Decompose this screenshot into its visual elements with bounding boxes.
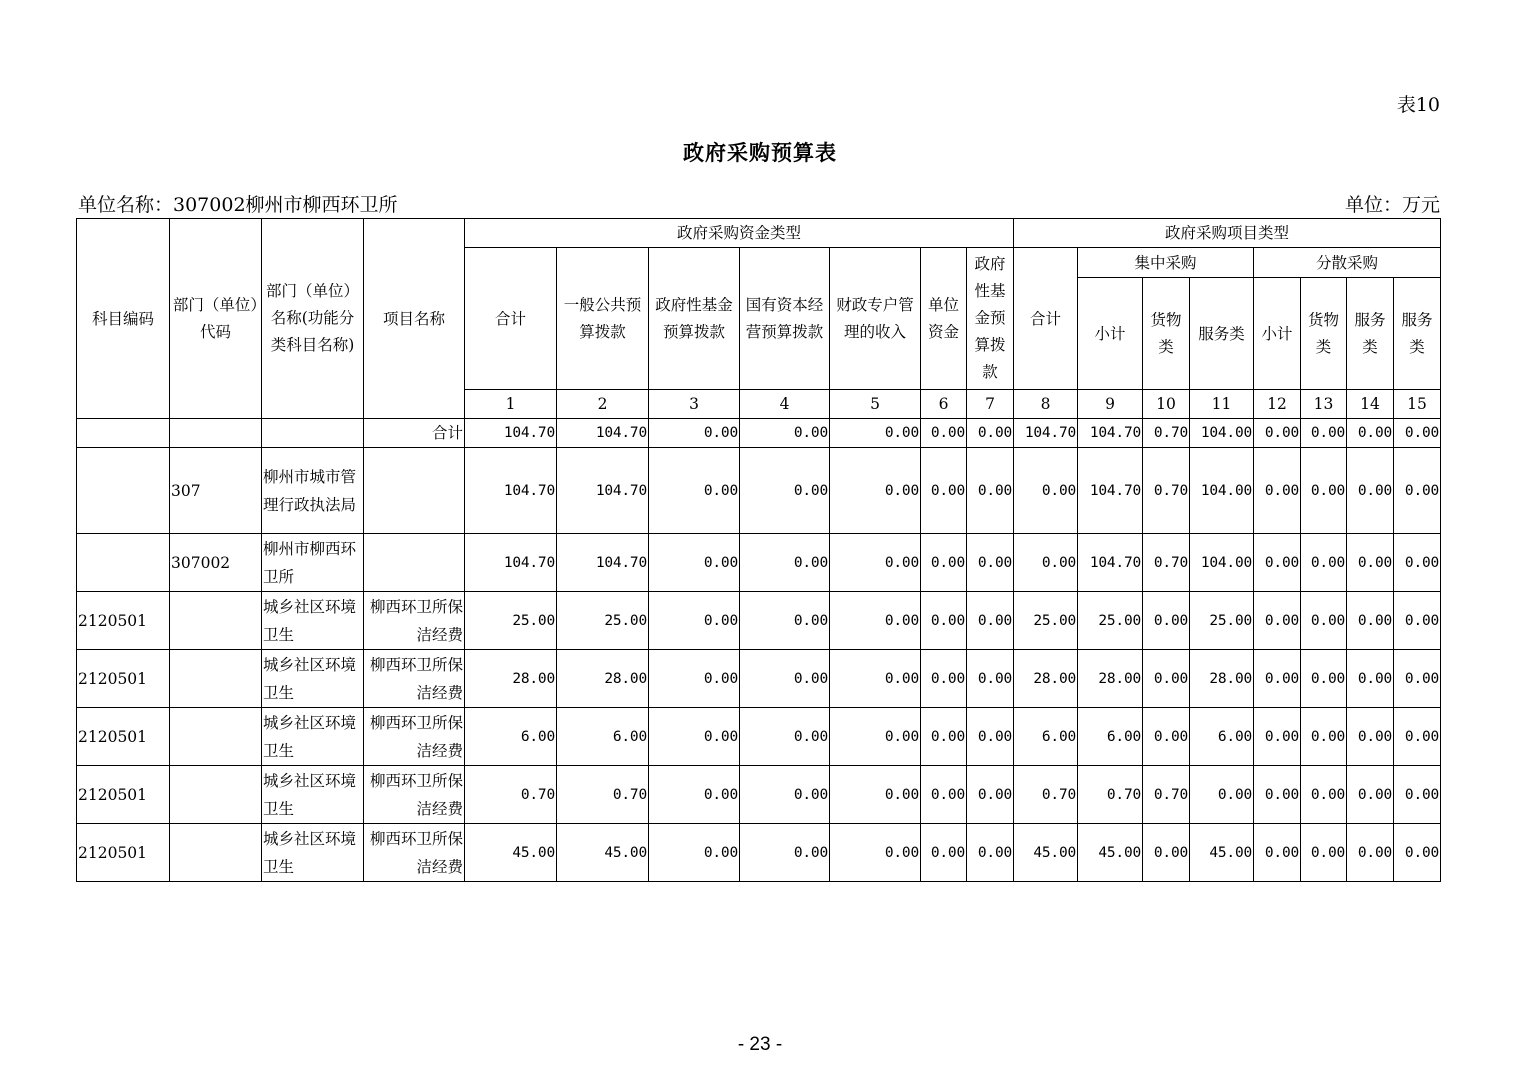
cell-subject-code — [77, 448, 170, 534]
cell-value: 6.00 — [557, 708, 649, 766]
cell-value: 0.00 — [1394, 766, 1441, 824]
header-subject-code: 科目编码 — [77, 219, 170, 419]
cell-value: 45.00 — [1078, 824, 1143, 882]
page-title: 政府采购预算表 — [683, 140, 837, 165]
header-dept-name: 部门（单位）名称(功能分类科目名称) — [262, 219, 364, 419]
column-index: 2 — [557, 390, 649, 419]
cell-value: 0.00 — [1254, 766, 1301, 824]
cell-project-name: 柳西环卫所保洁经费 — [364, 766, 465, 824]
cell-value: 28.00 — [465, 650, 557, 708]
cell-dept-code — [170, 708, 262, 766]
column-index: 1 — [465, 390, 557, 419]
cell-value: 6.00 — [1014, 708, 1078, 766]
cell-value: 0.00 — [830, 824, 921, 882]
column-index: 9 — [1078, 390, 1143, 419]
table-row — [77, 448, 1441, 534]
cell-value: 0.00 — [740, 419, 830, 448]
cell-value: 0.00 — [1254, 650, 1301, 708]
cell-value: 0.70 — [465, 766, 557, 824]
header-dept-code: 部门（单位）代码 — [170, 219, 262, 419]
cell-value: 0.00 — [1347, 419, 1394, 448]
cell-subject-code — [77, 534, 170, 592]
cell-value: 0.00 — [1254, 448, 1301, 534]
cell-value: 104.70 — [557, 448, 649, 534]
cell-dept-code — [170, 650, 262, 708]
page-number: - 23 - — [737, 1034, 783, 1055]
cell-value: 0.00 — [1254, 534, 1301, 592]
cell-value: 0.00 — [1394, 448, 1441, 534]
header-general-public: 一般公共预算拨款 — [557, 248, 649, 390]
cell-project-name — [364, 448, 465, 534]
cell-value: 0.00 — [1301, 708, 1347, 766]
cell-value: 45.00 — [1190, 824, 1254, 882]
column-index: 4 — [740, 390, 830, 419]
cell-value: 0.00 — [921, 534, 967, 592]
cell-value: 0.00 — [830, 708, 921, 766]
cell-value: 25.00 — [1190, 592, 1254, 650]
cell-dept-name: 城乡社区环境卫生 — [262, 766, 364, 824]
cell-value: 0.00 — [1394, 534, 1441, 592]
cell-value: 104.00 — [1190, 534, 1254, 592]
cell-value: 0.70 — [1143, 448, 1190, 534]
cell-value: 0.00 — [830, 419, 921, 448]
cell-project-name — [364, 534, 465, 592]
header-project-name: 项目名称 — [364, 219, 465, 419]
header-state-capital: 国有资本经营预算拨款 — [740, 248, 830, 390]
header-decentralized: 分散采购 — [1254, 248, 1441, 278]
cell-subject-code: 2120501 — [77, 766, 170, 824]
cell-project-name: 柳西环卫所保洁经费 — [364, 650, 465, 708]
cell-value: 0.00 — [740, 592, 830, 650]
cell-value: 104.70 — [465, 534, 557, 592]
column-index: 10 — [1143, 390, 1190, 419]
cell-value: 0.00 — [1014, 448, 1078, 534]
cell-value: 0.00 — [1347, 708, 1394, 766]
cell-value: 0.00 — [649, 650, 740, 708]
cell-project-name: 柳西环卫所保洁经费 — [364, 824, 465, 882]
header-fund-total: 合计 — [465, 248, 557, 390]
cell-value: 0.00 — [1301, 650, 1347, 708]
cell-value: 0.00 — [649, 592, 740, 650]
cell-dept-name: 柳州市柳西环卫所 — [262, 534, 364, 592]
header-c-goods: 货物类 — [1143, 278, 1190, 390]
cell-value: 0.00 — [1347, 592, 1394, 650]
cell-dept-code: 307002 — [170, 534, 262, 592]
cell-value: 104.70 — [1078, 448, 1143, 534]
header-d-service-1: 服务类 — [1347, 278, 1394, 390]
header-fiscal-special: 财政专户管理的收入 — [830, 248, 921, 390]
cell-value: 0.00 — [830, 766, 921, 824]
cell-value: 0.00 — [649, 419, 740, 448]
cell-value: 0.00 — [1347, 650, 1394, 708]
cell-value: 45.00 — [465, 824, 557, 882]
unit-name: 单位名称：307002柳州市柳西环卫所 — [78, 194, 398, 216]
cell-dept-name: 城乡社区环境卫生 — [262, 650, 364, 708]
cell-value: 0.00 — [1347, 448, 1394, 534]
cell-value: 0.70 — [1014, 766, 1078, 824]
header-c-service: 服务类 — [1190, 278, 1254, 390]
cell-project-name: 柳西环卫所保洁经费 — [364, 592, 465, 650]
cell-dept-code — [170, 766, 262, 824]
cell-value: 0.00 — [740, 766, 830, 824]
cell-value: 0.00 — [649, 824, 740, 882]
header-fund-type-group: 政府采购资金类型 — [465, 219, 1014, 248]
cell-value: 0.00 — [1254, 592, 1301, 650]
cell-value: 0.00 — [967, 766, 1014, 824]
cell-value: 0.00 — [1190, 766, 1254, 824]
cell-value: 25.00 — [465, 592, 557, 650]
cell-value: 6.00 — [465, 708, 557, 766]
cell-value: 0.00 — [921, 592, 967, 650]
cell-value: 0.70 — [1143, 534, 1190, 592]
cell-dept-name: 城乡社区环境卫生 — [262, 708, 364, 766]
table-meta — [78, 190, 1440, 217]
cell-dept-code — [170, 824, 262, 882]
cell-value: 0.00 — [740, 448, 830, 534]
cell-value: 28.00 — [557, 650, 649, 708]
column-index: 15 — [1394, 390, 1441, 419]
cell-dept-name — [262, 419, 364, 448]
header-d-subtotal: 小计 — [1254, 278, 1301, 390]
cell-value: 0.70 — [1143, 419, 1190, 448]
cell-value: 0.00 — [830, 534, 921, 592]
table-body — [77, 419, 1441, 882]
cell-value: 0.00 — [1143, 650, 1190, 708]
cell-subject-code — [77, 419, 170, 448]
cell-value: 104.70 — [557, 419, 649, 448]
table-row — [77, 824, 1441, 882]
cell-value: 0.00 — [967, 448, 1014, 534]
cell-value: 0.00 — [830, 650, 921, 708]
cell-value: 0.00 — [921, 419, 967, 448]
table-row — [77, 650, 1441, 708]
cell-value: 0.00 — [649, 766, 740, 824]
cell-value: 0.00 — [967, 650, 1014, 708]
cell-value: 0.00 — [649, 534, 740, 592]
column-index: 6 — [921, 390, 967, 419]
cell-dept-code — [170, 419, 262, 448]
header-gov-fund: 政府性基金预算拨款 — [649, 248, 740, 390]
cell-value: 0.00 — [967, 419, 1014, 448]
cell-subject-code: 2120501 — [77, 650, 170, 708]
cell-value: 0.00 — [1301, 448, 1347, 534]
column-index: 14 — [1347, 390, 1394, 419]
cell-value: 104.00 — [1190, 419, 1254, 448]
cell-value: 0.00 — [967, 534, 1014, 592]
cell-value: 0.00 — [1347, 534, 1394, 592]
cell-value: 6.00 — [1078, 708, 1143, 766]
cell-dept-code — [170, 592, 262, 650]
cell-value: 0.00 — [921, 824, 967, 882]
cell-value: 25.00 — [1078, 592, 1143, 650]
cell-value: 0.00 — [1301, 824, 1347, 882]
cell-dept-code: 307 — [170, 448, 262, 534]
cell-value: 0.00 — [1394, 650, 1441, 708]
table-row — [77, 419, 1441, 448]
cell-value: 0.00 — [1254, 708, 1301, 766]
table-row — [77, 766, 1441, 824]
cell-value: 0.00 — [1347, 824, 1394, 882]
cell-value: 104.70 — [465, 419, 557, 448]
procurement-budget-table — [76, 218, 1441, 882]
cell-value: 104.70 — [557, 534, 649, 592]
cell-value: 0.00 — [1143, 592, 1190, 650]
cell-value: 0.00 — [740, 534, 830, 592]
column-index: 12 — [1254, 390, 1301, 419]
cell-value: 0.00 — [649, 448, 740, 534]
cell-value: 0.00 — [740, 824, 830, 882]
table-row — [77, 534, 1441, 592]
cell-value: 0.00 — [1301, 592, 1347, 650]
column-index: 3 — [649, 390, 740, 419]
cell-value: 104.70 — [465, 448, 557, 534]
cell-value: 0.00 — [921, 766, 967, 824]
cell-value: 0.00 — [1301, 419, 1347, 448]
cell-value: 25.00 — [557, 592, 649, 650]
cell-value: 0.00 — [1394, 592, 1441, 650]
column-index: 7 — [967, 390, 1014, 419]
cell-dept-name: 柳州市城市管理行政执法局 — [262, 448, 364, 534]
cell-project-name: 合计 — [364, 419, 465, 448]
cell-value: 104.00 — [1190, 448, 1254, 534]
header-c-subtotal: 小计 — [1078, 278, 1143, 390]
cell-dept-name: 城乡社区环境卫生 — [262, 824, 364, 882]
column-index: 13 — [1301, 390, 1347, 419]
cell-subject-code: 2120501 — [77, 592, 170, 650]
cell-value: 0.00 — [830, 592, 921, 650]
table-number: 表10 — [1396, 94, 1440, 116]
cell-value: 0.70 — [1078, 766, 1143, 824]
cell-dept-name: 城乡社区环境卫生 — [262, 592, 364, 650]
cell-value: 0.00 — [1394, 708, 1441, 766]
cell-value: 25.00 — [1014, 592, 1078, 650]
cell-value: 0.00 — [967, 824, 1014, 882]
column-index: 11 — [1190, 390, 1254, 419]
cell-value: 0.70 — [557, 766, 649, 824]
cell-value: 0.00 — [921, 650, 967, 708]
header-project-total: 合计 — [1014, 248, 1078, 390]
cell-value: 0.00 — [1254, 419, 1301, 448]
cell-value: 0.00 — [1301, 534, 1347, 592]
header-centralized: 集中采购 — [1078, 248, 1254, 278]
column-index: 5 — [830, 390, 921, 419]
cell-value: 0.00 — [1394, 824, 1441, 882]
header-project-type-group: 政府采购项目类型 — [1014, 219, 1441, 248]
cell-value: 0.00 — [830, 448, 921, 534]
cell-value: 0.00 — [921, 708, 967, 766]
cell-value: 0.00 — [1347, 766, 1394, 824]
cell-value: 28.00 — [1078, 650, 1143, 708]
header-d-goods: 货物类 — [1301, 278, 1347, 390]
cell-value: 0.00 — [1014, 534, 1078, 592]
cell-value: 0.00 — [967, 708, 1014, 766]
table-row — [77, 708, 1441, 766]
cell-subject-code: 2120501 — [77, 708, 170, 766]
column-index: 8 — [1014, 390, 1078, 419]
cell-value: 0.00 — [1394, 419, 1441, 448]
cell-value: 0.00 — [1301, 766, 1347, 824]
header-unit-fund: 单位资金 — [921, 248, 967, 390]
cell-value: 0.00 — [921, 448, 967, 534]
cell-value: 0.00 — [740, 708, 830, 766]
cell-value: 104.70 — [1078, 534, 1143, 592]
unit-label: 单位：万元 — [1344, 194, 1440, 216]
cell-value: 28.00 — [1190, 650, 1254, 708]
cell-value: 0.00 — [740, 650, 830, 708]
cell-value: 104.70 — [1078, 419, 1143, 448]
cell-value: 0.00 — [649, 708, 740, 766]
cell-project-name: 柳西环卫所保洁经费 — [364, 708, 465, 766]
cell-subject-code: 2120501 — [77, 824, 170, 882]
cell-value: 6.00 — [1190, 708, 1254, 766]
cell-value: 0.00 — [1143, 824, 1190, 882]
cell-value: 0.00 — [967, 592, 1014, 650]
cell-value: 104.70 — [1014, 419, 1078, 448]
cell-value: 0.00 — [1143, 708, 1190, 766]
cell-value: 28.00 — [1014, 650, 1078, 708]
table-row — [77, 592, 1441, 650]
header-d-service-2: 服务类 — [1394, 278, 1441, 390]
cell-value: 0.00 — [1254, 824, 1301, 882]
cell-value: 45.00 — [1014, 824, 1078, 882]
cell-value: 0.70 — [1143, 766, 1190, 824]
header-gov-fund-2: 政府性基金预算拨款 — [967, 248, 1014, 390]
cell-value: 45.00 — [557, 824, 649, 882]
